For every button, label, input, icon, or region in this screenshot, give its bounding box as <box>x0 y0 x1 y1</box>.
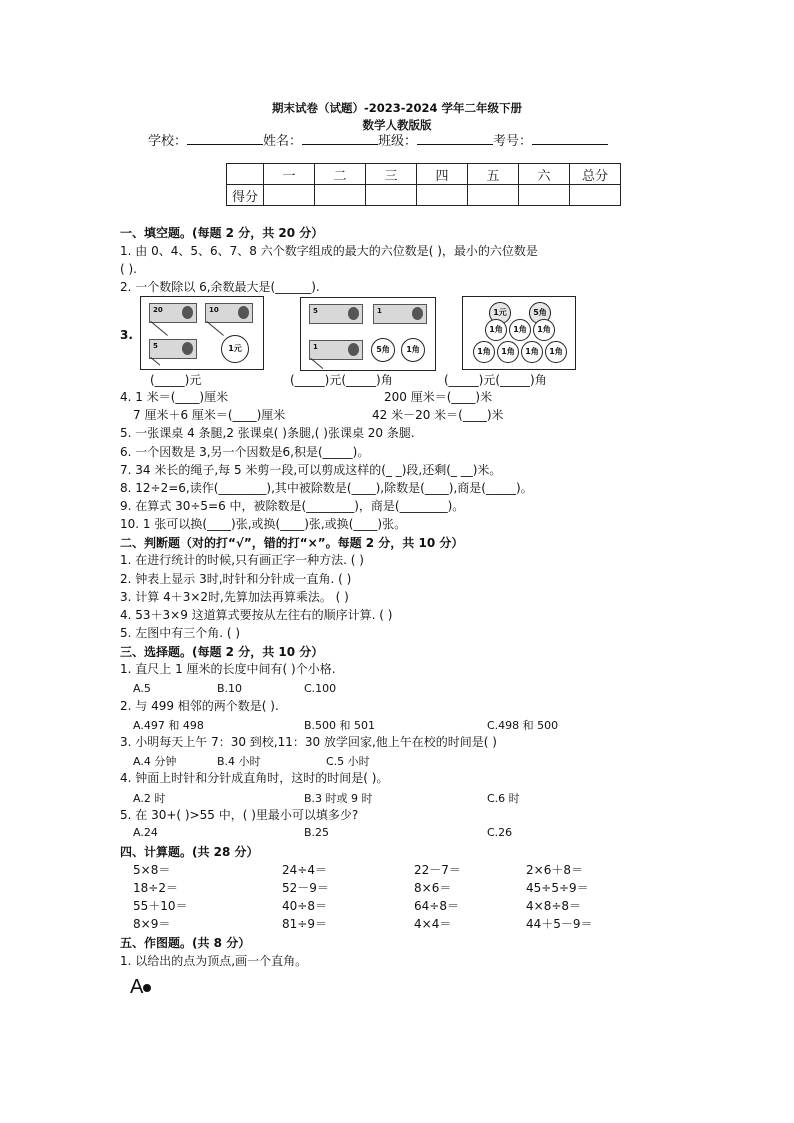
choice-option[interactable]: A.24 <box>133 826 158 839</box>
choice-option[interactable]: C.498 和 500 <box>487 719 559 732</box>
section1-heading: 一、填空题。(每题 2 分，共 20 分） <box>120 226 324 240</box>
banknote-denomination: 1 <box>377 307 382 315</box>
choice-option[interactable]: A.5 <box>133 682 151 695</box>
portrait-icon <box>348 307 359 320</box>
coin-image: 1角 <box>533 319 555 341</box>
score-header-cell: 一 <box>264 164 315 185</box>
question-1-5: 5. 一张课桌 4 条腿,2 张课桌( )条腿,( )张课桌 20 条腿. <box>120 426 415 440</box>
point-a-label: A <box>130 976 144 998</box>
question-1-1b: ( ). <box>120 262 137 276</box>
score-header-cell: 五 <box>468 164 519 185</box>
score-cell[interactable] <box>417 185 468 206</box>
portrait-icon <box>182 342 193 355</box>
calc-item: 64÷8＝ <box>414 899 459 913</box>
calc-item: 40÷8＝ <box>282 899 327 913</box>
score-cell[interactable] <box>570 185 621 206</box>
choice-option[interactable]: C.26 <box>487 826 513 839</box>
calc-item: 2×6＋8＝ <box>526 863 583 877</box>
class-field[interactable] <box>417 144 493 145</box>
choice-option[interactable]: B.4 小时 <box>217 755 261 768</box>
calc-item: 4×8÷8＝ <box>526 899 582 913</box>
choice-question-2: 2. 与 499 相邻的两个数是( ). <box>120 699 279 713</box>
score-header-cell: 二 <box>315 164 366 185</box>
coin-image: 1元 <box>489 302 511 324</box>
exam-title: 期末试卷（试题）-2023-2024 学年二年级下册 <box>271 101 523 115</box>
coin-image: 5角 <box>371 338 395 362</box>
question-1-7: 7. 34 米长的绳子,每 5 米剪一段,可以剪成这样的(_ _)段,还剩(_ __)米。 <box>120 463 502 477</box>
portrait-icon <box>412 307 423 320</box>
money-picture-c <box>462 296 576 370</box>
coin-image: 1角 <box>473 341 495 363</box>
choice-option[interactable]: B.25 <box>304 826 330 839</box>
money-picture-a <box>140 296 264 370</box>
question-1-2: 2. 一个数除以 6,余数最大是(______). <box>120 280 320 294</box>
drawing-question-1: 1. 以给出的点为顶点,画一个直角。 <box>120 954 308 968</box>
banknote-denomination: 10 <box>209 306 219 314</box>
banknote-denomination: 5 <box>313 307 318 315</box>
score-header-cell: 三 <box>366 164 417 185</box>
choice-option[interactable]: B.3 时或 9 时 <box>304 792 373 805</box>
calc-item: 22－7＝ <box>414 863 461 877</box>
coin-image: 1角 <box>509 319 531 341</box>
calc-item: 55＋10＝ <box>133 899 188 913</box>
judge-item: 3. 计算 4＋3×2时,先算加法再算乘法。 ( ) <box>120 590 349 604</box>
judge-item: 4. 53＋3×9 这道算式要按从左往右的顺序计算. ( ) <box>120 608 393 622</box>
id-field[interactable] <box>532 144 608 145</box>
banknote-image <box>309 340 363 360</box>
question-1-9: 9. 在算式 30÷5=6 中，被除数是(________)，商是(________)。 <box>120 499 465 513</box>
school-field[interactable] <box>187 144 263 145</box>
banknote-image <box>205 303 253 323</box>
calc-item: 8×6＝ <box>414 881 452 895</box>
choice-option[interactable]: C.100 <box>304 682 337 695</box>
name-label: 姓名： <box>263 134 303 149</box>
banknote-denomination: 20 <box>153 306 163 314</box>
calc-item: 52－9＝ <box>282 881 329 895</box>
id-label: 考号： <box>493 134 533 149</box>
pointer-line <box>150 321 167 336</box>
score-table-header-row <box>227 164 621 185</box>
score-cell[interactable] <box>366 185 417 206</box>
calc-item: 45÷5÷9＝ <box>526 881 589 895</box>
score-table-row <box>227 185 621 206</box>
question-1-3-number: 3. <box>120 328 133 342</box>
coin-image: 1角 <box>401 338 425 362</box>
section2-heading: 二、判断题（对的打“√”，错的打“×”。每题 2 分，共 10 分） <box>120 536 464 550</box>
banknote-image <box>149 303 197 323</box>
choice-question-4: 4. 钟面上时针和分针成直角时，这时的时间是( )。 <box>120 771 389 785</box>
banknote-denomination: 5 <box>153 342 158 350</box>
calc-item: 81÷9＝ <box>282 917 327 931</box>
question-1-4a: 4. 1 米＝(____)厘米 <box>120 390 229 404</box>
banknote-image <box>149 339 197 359</box>
question-1-3-answer-b: (_____)元(_____)角 <box>290 373 393 387</box>
choice-question-1: 1. 直尺上 1 厘米的长度中间有( )个小格. <box>120 662 336 676</box>
coin-image: 1角 <box>497 341 519 363</box>
portrait-icon <box>182 306 193 319</box>
choice-question-3: 3. 小明每天上午 7：30 到校,11：30 放学回家,他上午在校的时间是( ) <box>120 735 497 749</box>
calc-item: 18÷2＝ <box>133 881 178 895</box>
question-1-8: 8. 12÷2=6,读作(________),其中被除数是(____),除数是(____),商是(_____)。 <box>120 481 533 495</box>
money-picture-b <box>300 297 436 371</box>
portrait-icon <box>238 306 249 319</box>
coin-image: 1角 <box>545 341 567 363</box>
calc-item: 44＋5－9＝ <box>526 917 593 931</box>
score-cell[interactable] <box>315 185 366 206</box>
choice-option[interactable]: B.10 <box>217 682 243 695</box>
question-1-4c: 7 厘米＋6 厘米＝(____)厘米 <box>133 408 286 422</box>
question-1-6: 6. 一个因数是 3,另一个因数是6,积是(_____)。 <box>120 445 370 459</box>
choice-question-5: 5. 在 30+( )>55 中，( )里最小可以填多少? <box>120 808 359 822</box>
judge-item: 2. 钟表上显示 3时,时针和分针成一直角. ( ) <box>120 572 352 586</box>
question-1-4b: 200 厘米＝(____)米 <box>384 390 493 404</box>
question-1-3-answer-c: (_____)元(_____)角 <box>444 373 547 387</box>
calc-item: 24÷4＝ <box>282 863 327 877</box>
section3-heading: 三、选择题。(每题 2 分，共 10 分） <box>120 645 324 659</box>
portrait-icon <box>348 343 359 356</box>
calc-item: 8×9＝ <box>133 917 171 931</box>
score-cell[interactable] <box>519 185 570 206</box>
coin-image: 1角 <box>521 341 543 363</box>
coin-image: 1元 <box>221 335 249 363</box>
coin-image: 1角 <box>485 319 507 341</box>
class-label: 班级： <box>378 134 418 149</box>
choice-option[interactable]: C.5 小时 <box>326 755 370 768</box>
point-a-dot <box>143 984 151 992</box>
info-line <box>148 134 608 150</box>
choice-option[interactable]: A.4 分钟 <box>133 755 177 768</box>
choice-option[interactable]: C.6 时 <box>487 792 520 805</box>
coin-image: 5角 <box>529 302 551 324</box>
question-1-10: 10. 1 张可以换(____)张,或换(____)张,或换(____)张。 <box>120 517 407 531</box>
question-1-1a: 1. 由 0、4、5、6、7、8 六个数字组成的最大的六位数是( )，最小的六位数是 <box>120 244 538 258</box>
pointer-line <box>206 321 223 336</box>
score-header-cell <box>227 164 264 185</box>
score-cell[interactable] <box>468 185 519 206</box>
choice-option[interactable]: B.500 和 501 <box>304 719 376 732</box>
choice-option[interactable]: A.2 时 <box>133 792 166 805</box>
exam-subtitle: 数学人教版版 <box>362 118 432 132</box>
banknote-image <box>309 304 363 324</box>
score-cell[interactable] <box>264 185 315 206</box>
choice-option[interactable]: A.497 和 498 <box>133 719 204 732</box>
calc-item: 5×8＝ <box>133 863 171 877</box>
score-row-label: 得分 <box>227 185 264 206</box>
question-1-3-answer-a: (_____)元 <box>150 373 202 387</box>
name-field[interactable] <box>302 144 378 145</box>
calc-item: 4×4＝ <box>414 917 452 931</box>
section5-heading: 五、作图题。(共 8 分） <box>120 936 251 950</box>
judge-item: 1. 在进行统计的时候,只有画正字一种方法. ( ) <box>120 553 364 567</box>
section4-heading: 四、计算题。(共 28 分） <box>120 845 259 859</box>
score-header-cell: 六 <box>519 164 570 185</box>
question-1-4d: 42 米－20 米＝(____)米 <box>372 408 504 422</box>
score-header-cell: 总分 <box>570 164 621 185</box>
banknote-image <box>373 304 427 324</box>
school-label: 学校： <box>148 134 188 149</box>
judge-item: 5. 左图中有三个角. ( ) <box>120 626 241 640</box>
score-header-cell: 四 <box>417 164 468 185</box>
score-table <box>226 163 621 206</box>
banknote-denomination: 1 <box>313 343 318 351</box>
